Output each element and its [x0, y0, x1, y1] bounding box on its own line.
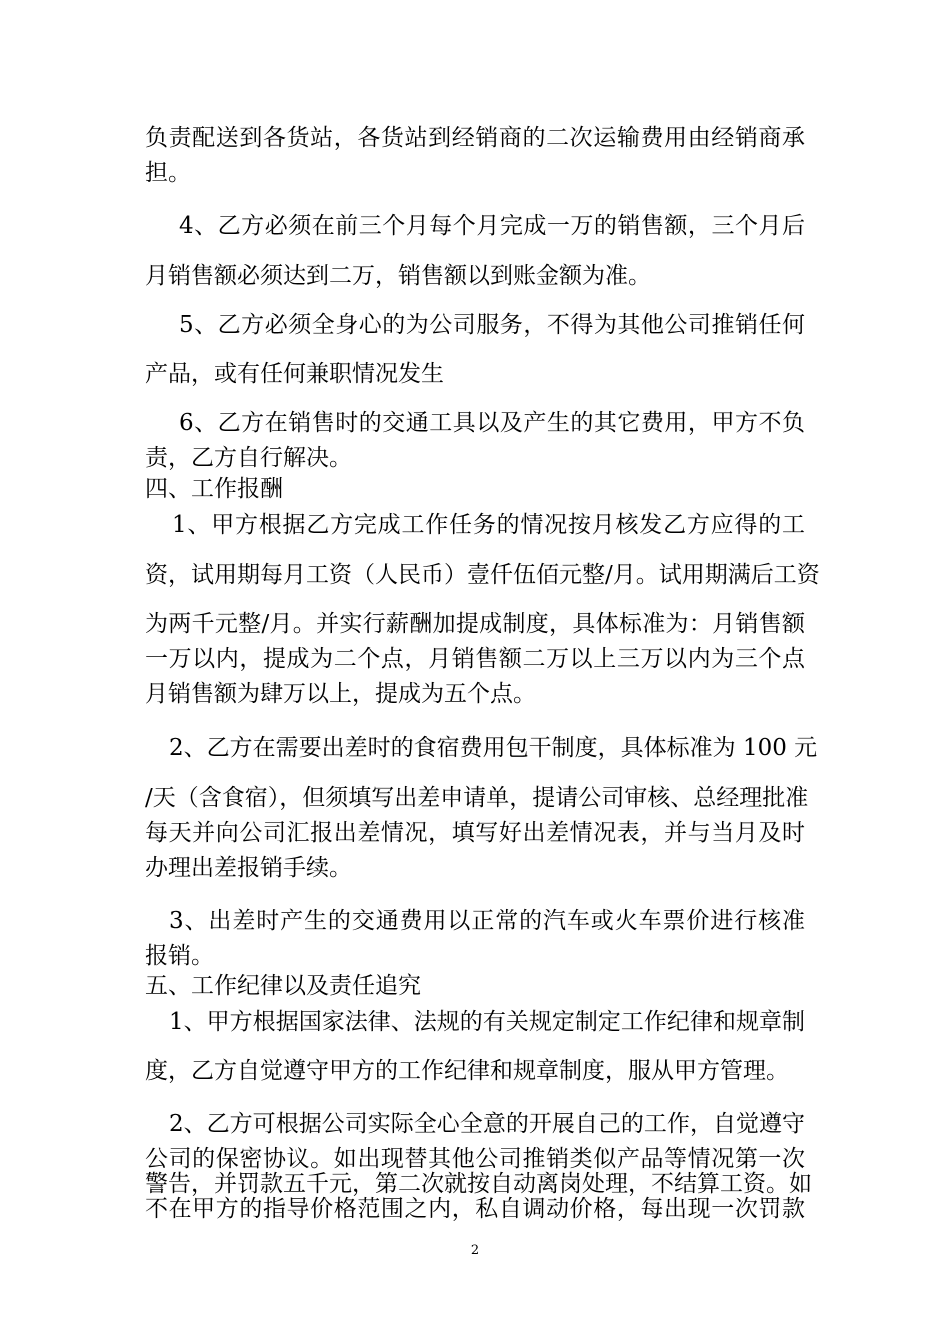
text-line: 产品，或有任何兼职情况发生 [145, 361, 444, 387]
text-line: 2、乙方在需要出差时的食宿费用包干制度，具体标准为 100 元 [169, 735, 818, 761]
text-line: 一万以内，提成为二个点，月销售额二万以上三万以内为三个点 [145, 646, 805, 672]
text-line: /天（含食宿），但须填写出差申请单，提请公司审核、总经理批准 [145, 785, 809, 811]
section-heading: 四、工作报酬 [145, 476, 283, 502]
text-line: 5、乙方必须全身心的为公司服务，不得为其他公司推销任何 [179, 312, 805, 338]
text-line: 6、乙方在销售时的交通工具以及产生的其它费用，甲方不负 [179, 410, 805, 436]
text-line: 1、甲方根据国家法律、法规的有关规定制定工作纪律和规章制 [169, 1009, 805, 1035]
text-line: 担。 [145, 160, 191, 186]
text-line: 办理出差报销手续。 [145, 855, 352, 881]
text-line: 负责配送到各货站，各货站到经销商的二次运输费用由经销商承 [145, 125, 805, 151]
section-heading: 五、工作纪律以及责任追究 [145, 973, 421, 999]
text-line: 责，乙方自行解决。 [145, 445, 352, 471]
text-line: 2、乙方可根据公司实际全心全意的开展自己的工作，自觉遵守 [169, 1111, 805, 1137]
page-number: 2 [470, 1243, 480, 1258]
text-line: 警告，并罚款五千元，第二次就按自动离岗处理，不结算工资。如 [145, 1171, 812, 1197]
text-line: 1、甲方根据乙方完成工作任务的情况按月核发乙方应得的工 [172, 512, 805, 538]
text-line: 月销售额为肆万以上，提成为五个点。 [145, 681, 536, 707]
text-line: 资，试用期每月工资（人民币）壹仟伍佰元整/月。试用期满后工资 [145, 562, 820, 588]
text-line: 月销售额必须达到二万，销售额以到账金额为准。 [145, 263, 651, 289]
text-line: 每天并向公司汇报出差情况，填写好出差情况表，并与当月及时 [145, 820, 805, 846]
text-line: 度，乙方自觉遵守甲方的工作纪律和规章制度，服从甲方管理。 [145, 1058, 789, 1084]
text-line: 3、出差时产生的交通费用以正常的汽车或火车票价进行核准 [169, 908, 805, 934]
text-line: 公司的保密协议。如出现替其他公司推销类似产品等情况第一次 [145, 1146, 805, 1172]
text-line: 4、乙方必须在前三个月每个月完成一万的销售额，三个月后 [179, 213, 805, 239]
text-line: 报销。 [145, 943, 214, 969]
text-line: 为两千元整/月。并实行薪酬加提成制度，具体标准为：月销售额 [145, 611, 805, 637]
text-line: 不在甲方的指导价格范围之内，私自调动价格，每出现一次罚款 [145, 1196, 805, 1222]
